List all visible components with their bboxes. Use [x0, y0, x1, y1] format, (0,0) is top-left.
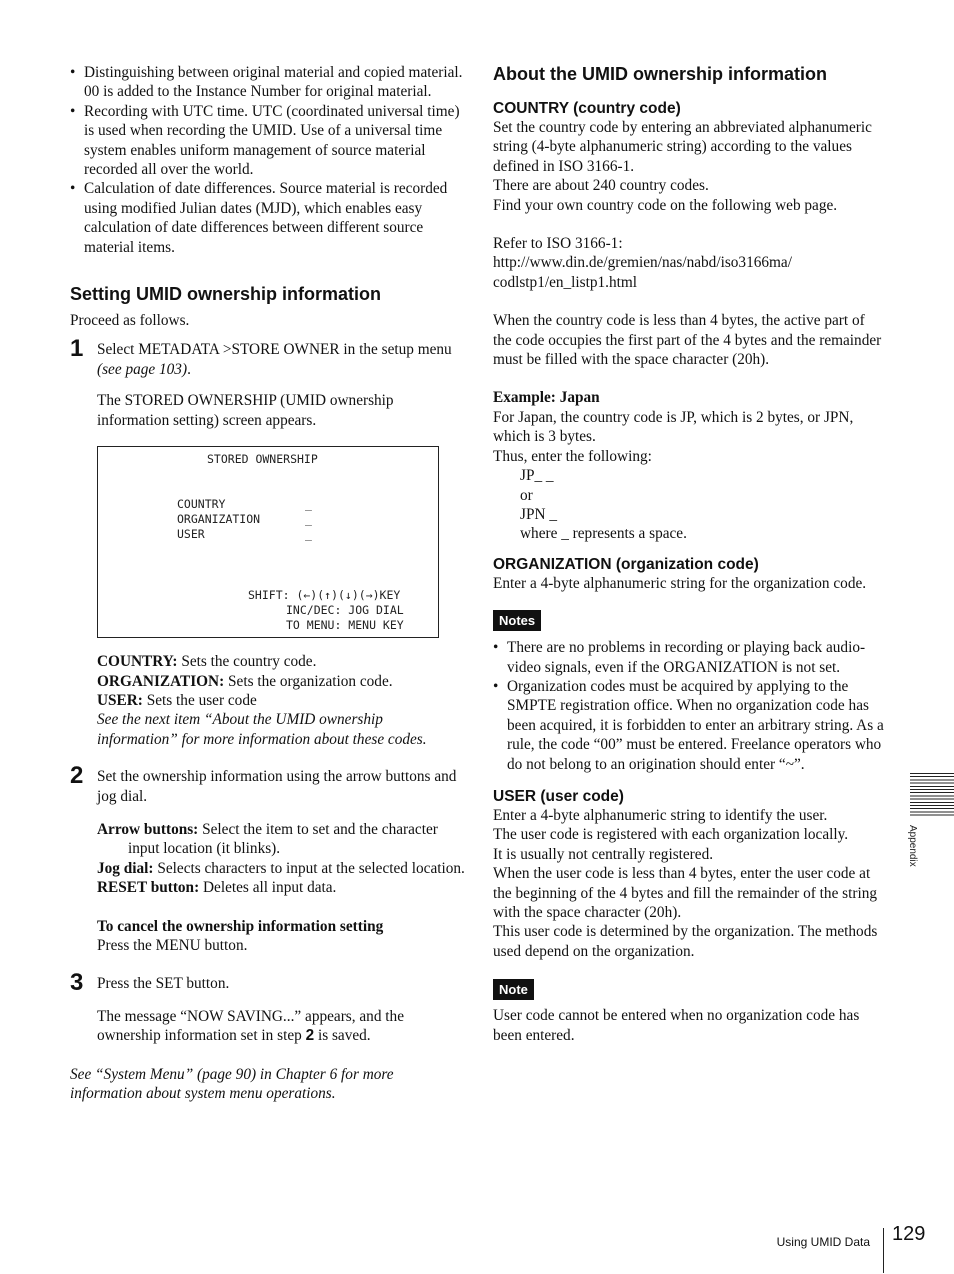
note-badge-wrap: [493, 979, 885, 1000]
example-code: JP_ _: [520, 467, 554, 485]
note-badge: Note: [493, 979, 534, 1000]
reference-label: Refer to ISO 3166-1:: [493, 235, 623, 253]
footer-divider: [883, 1228, 884, 1273]
definition-item: COUNTRY: Sets the country code.: [97, 653, 317, 671]
screen-incdec-line: INC/DEC: JOG DIAL: [286, 603, 404, 618]
screen-cursor: _: [305, 512, 312, 527]
step-text: Set the ownership information using the arrow buttons and jog dial.: [97, 768, 457, 805]
user-heading: USER (user code): [493, 787, 624, 805]
button-item: Jog dial: Selects characters to input at the selected location.: [97, 859, 465, 877]
paragraph: Set the country code by entering an abbreviated alphanumeric string (4-byte alphanumeric string) according to the values defined in ISO 3166-1.: [493, 119, 872, 175]
step-1: [70, 335, 465, 749]
cancel-text: Press the MENU button.: [97, 936, 248, 954]
step-3: [70, 969, 465, 1045]
screen-cursor: _: [305, 497, 312, 512]
screen-title: STORED OWNERSHIP: [207, 452, 318, 467]
step-2: [70, 762, 465, 955]
paragraph: For Japan, the country code is JP, which is 2 bytes, or JPN, which is 3 bytes.: [493, 408, 854, 446]
paragraph: When the country code is less than 4 bytes, the active part of the code occupies the first part of the 4 bytes and the remainder must be filled with the space character (20h).: [493, 312, 882, 369]
step-note: The STORED OWNERSHIP (UMID ownership information setting) screen appears.: [97, 392, 394, 429]
example-code: or: [520, 486, 533, 504]
screen-row-organization: ORGANIZATION: [177, 512, 261, 527]
example-heading: Example: Japan: [493, 389, 600, 407]
step-note: The message “NOW SAVING...” appears, and the ownership information set in step 2 is saved.: [97, 1007, 404, 1045]
screen-cursor: _: [305, 527, 312, 542]
notes-badge-wrap: [493, 610, 885, 631]
notes-badge: Notes: [493, 610, 541, 631]
paragraph: This user code is determined by the organization. The methods used depend on the organization.: [493, 923, 878, 960]
paragraph: Find your own country code on the following web page.: [493, 196, 838, 214]
reference-url: codlstp1/en_listp1.html: [493, 273, 638, 291]
page-reference: (see page 103): [97, 360, 188, 378]
screen-tomenu-line: TO MENU: MENU KEY: [286, 618, 404, 633]
list-item: • There are no problems in recording or playing back audio-video signals, even if the ORGANIZATION is not set.: [493, 638, 885, 677]
paragraph: Enter a 4-byte alphanumeric string to identify the user.: [493, 806, 828, 824]
stored-ownership-screen: [97, 446, 439, 638]
notes-list: [493, 638, 885, 774]
definition-item: ORGANIZATION: Sets the organization code.: [97, 672, 393, 690]
button-item: Arrow buttons: Select the item to set and the character input location (it blinks).: [97, 820, 438, 858]
step-text: Select METADATA >STORE OWNER in the setup menu (see page 103).: [97, 341, 452, 378]
screen-row-country: COUNTRY: [177, 497, 226, 512]
list-item: • Distinguishing between original material and copied material. 00 is added to the Instance Number for original material.: [70, 63, 465, 102]
definition-item: USER: Sets the user code: [97, 691, 257, 709]
paragraph: There are about 240 country codes.: [493, 177, 709, 195]
button-list: [97, 820, 465, 898]
definition-list: [97, 652, 465, 710]
paragraph: Enter a 4-byte alphanumeric string for the organization code.: [493, 574, 867, 592]
country-heading: COUNTRY (country code): [493, 100, 681, 117]
screen-row-user: USER: [177, 527, 205, 542]
right-column: [493, 63, 885, 1045]
appendix-tab-marker: [910, 773, 954, 817]
paragraph: Thus, enter the following:: [493, 447, 652, 465]
section-heading: Setting UMID ownership information: [70, 284, 381, 305]
list-item: • Organization codes must be acquired by applying to the SMPTE registration office. When no organization code has been acquired, it is forbidden to enter an arbitrary string. As a rule, the code “00” must be entered. Freelance operators who do not belong to an origination should enter “~”.: [493, 677, 885, 774]
screen-shift-line: SHIFT: (←)(↑)(↓)(→)KEY: [248, 588, 401, 603]
cancel-heading: To cancel the ownership information setting: [97, 917, 384, 935]
example-code: JPN _: [520, 505, 557, 523]
organization-heading: ORGANIZATION (organization code): [493, 555, 759, 573]
paragraph: The user code is registered with each organization locally.: [493, 826, 849, 844]
left-column: [70, 63, 465, 1103]
see-system-note: See “System Menu” (page 90) in Chapter 6 for more information about system menu operations.: [70, 1065, 394, 1102]
button-item: RESET button: Deletes all input data.: [97, 879, 337, 897]
list-item: • Recording with UTC time. UTC (coordinated universal time) is used when recording the UMID. Use of a universal time system enables uniform management of source material recorded all over the world.: [70, 102, 465, 180]
paragraph: When the user code is less than 4 bytes, enter the user code at the beginning of the 4 bytes and fill the remainder of the string with the space character (20h).: [493, 865, 878, 921]
reference-url: http://www.din.de/gremien/nas/nabd/iso3166ma/: [493, 254, 792, 272]
step-number: 3: [70, 969, 84, 997]
section-heading: About the UMID ownership information: [493, 64, 827, 84]
list-item: • Calculation of date differences. Source material is recorded using modified Julian dates (MJD), which enables easy calculation of date differences between different source material items.: [70, 179, 465, 257]
feature-list: [70, 63, 465, 257]
step-number: 2: [70, 762, 84, 790]
example-code: where _ represents a space.: [520, 525, 687, 543]
paragraph: It is usually not centrally registered.: [493, 845, 714, 863]
appendix-tab-label: Appendix: [907, 825, 918, 867]
step-number: 1: [70, 335, 84, 363]
intro-text: Proceed as follows.: [70, 312, 190, 330]
footer-section: Using UMID Data: [776, 1235, 870, 1249]
page-number: 129: [892, 1223, 926, 1245]
step-text: Press the SET button.: [97, 975, 230, 993]
see-next-note: See the next item “About the UMID ownership information” for more information about these codes.: [97, 711, 427, 748]
note-text: User code cannot be entered when no organization code has been entered.: [493, 1007, 860, 1044]
